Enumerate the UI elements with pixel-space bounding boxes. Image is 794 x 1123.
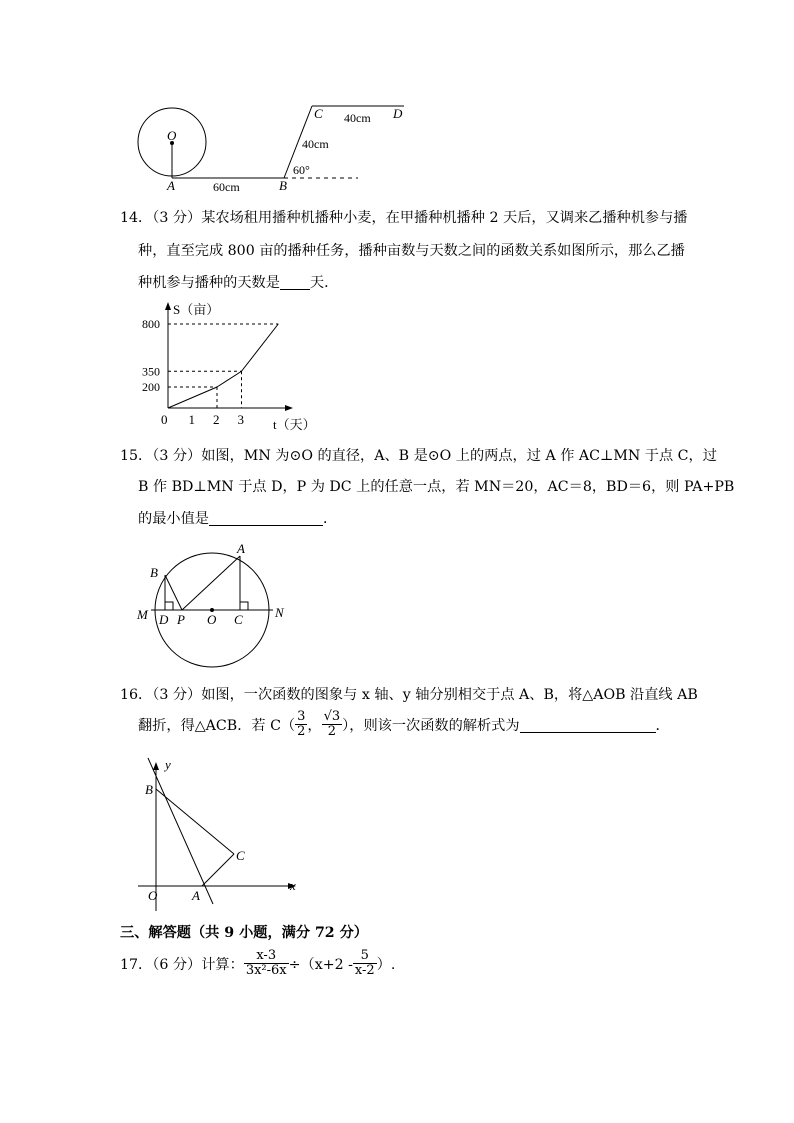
label-n: N (275, 605, 284, 620)
q14-text: 种机参与播种的天数是 (138, 275, 280, 291)
segment-ca (202, 854, 234, 886)
label-40cm-cd: 40cm (344, 111, 371, 125)
q16-line-2 (138, 709, 670, 740)
series-segment (242, 324, 279, 371)
fraction-q17-2: $\frac{5}{x-2}$ (354, 948, 375, 978)
label-a: A (237, 541, 245, 556)
q16-comma: ， (307, 718, 322, 735)
chart-q14 (138, 298, 318, 433)
q17-line (120, 948, 396, 979)
figure-q13 (130, 100, 403, 196)
label-m: M (137, 607, 148, 622)
label-x: x (290, 878, 296, 893)
label-60cm: 60cm (213, 180, 240, 194)
label-c: C (314, 106, 323, 121)
label-b: B (279, 178, 287, 193)
label-b: B (145, 782, 153, 797)
series-segment (168, 387, 217, 408)
q16-line-1: 16．（3 分）如图，一次函数的图象与 x 轴、y 轴分别相交于点 A、B，将△AOB 沿直线 AB (120, 687, 698, 703)
label-b: B (150, 565, 158, 580)
fraction-3-over-2: $\frac{3}{2}$ (297, 709, 306, 739)
right-angle-c (240, 602, 248, 610)
q14-unit: 天． (309, 275, 339, 291)
x-axis-arrow (285, 405, 293, 411)
label-p: P (177, 612, 185, 627)
q14-line-1: 14．（3 分）某农场租用播种机播种小麦，在甲播种机播种 2 天后，又调来乙播种机参与播 (120, 210, 688, 226)
q16-text-a: 翻折，得△ACB．若 C（ (138, 718, 296, 735)
q14-answer-blank[interactable] (280, 275, 310, 290)
label-c: C (234, 612, 243, 627)
figure-q16 (136, 756, 306, 914)
q16-answer-blank[interactable] (520, 718, 656, 733)
q14-line-2: 种，直至完成 800 亩的播种任务，播种亩数与天数之间的函数关系如图所示，那么乙播 (138, 243, 685, 259)
q17-prefix: 17．（6 分）计算： (120, 957, 244, 974)
section-3-heading: 三、解答题（共 9 小题，满分 72 分） (120, 925, 368, 941)
label-y: y (165, 757, 171, 772)
x-tick-label: 0 (161, 412, 168, 427)
y-tick-label: 800 (142, 317, 160, 331)
label-d: D (159, 612, 169, 627)
label-d: D (393, 106, 403, 121)
y-tick-label: 350 (142, 364, 160, 379)
x-tick-label: 2 (213, 412, 220, 427)
label-o: O (207, 612, 217, 627)
label-c: C (236, 848, 245, 863)
fraction-q17-1: $\frac{x-3}{\text{3x²-6x}}$ (245, 948, 287, 978)
x-tick-label: 1 (188, 412, 195, 427)
q15-answer-blank[interactable] (209, 511, 323, 526)
label-40cm-bc: 40cm (302, 137, 329, 151)
series-segment (217, 371, 242, 387)
fraction-root3-over-2: $\frac{√3}{2}$ (323, 709, 341, 739)
label-o: O (148, 888, 158, 903)
q16-text-b: ），则该一次函数的解析式为 (342, 718, 520, 735)
label-o: O (167, 128, 177, 143)
q17-end: ）. (376, 957, 396, 974)
segment-pa (182, 556, 240, 610)
label-a: A (192, 888, 200, 903)
q15-end: ． (322, 511, 338, 527)
y-axis-label: S（亩） (173, 302, 220, 317)
y-axis-arrow (153, 762, 159, 770)
x-tick-label: 3 (237, 412, 244, 427)
q15-text: 的最小值是 (138, 511, 209, 527)
q17-div: ÷（x+2 - (288, 957, 353, 974)
q16-end: ． (655, 718, 670, 735)
x-axis-label: t（天） (273, 417, 316, 432)
y-axis-arrow (165, 302, 171, 310)
y-tick-label: 200 (142, 380, 160, 394)
right-angle-d (165, 602, 173, 610)
label-angle: 60° (293, 163, 310, 177)
q15-line-3 (138, 511, 337, 526)
q15-line-2: B 作 BD⊥MN 于点 D，P 为 DC 上的任意一点，若 MN＝20，AC＝8，BD＝6，则 PA+PB (138, 479, 735, 495)
figure-q15 (134, 538, 294, 672)
q15-line-1: 15．（3 分）如图，MN 为⊙O 的直径，A、B 是⊙O 上的两点，过 A 作 AC⊥MN 于点 C，过 (120, 448, 717, 464)
label-a: A (167, 178, 175, 193)
line-ab (148, 758, 213, 904)
segment-bc (156, 789, 234, 854)
q14-line-3 (138, 275, 338, 290)
